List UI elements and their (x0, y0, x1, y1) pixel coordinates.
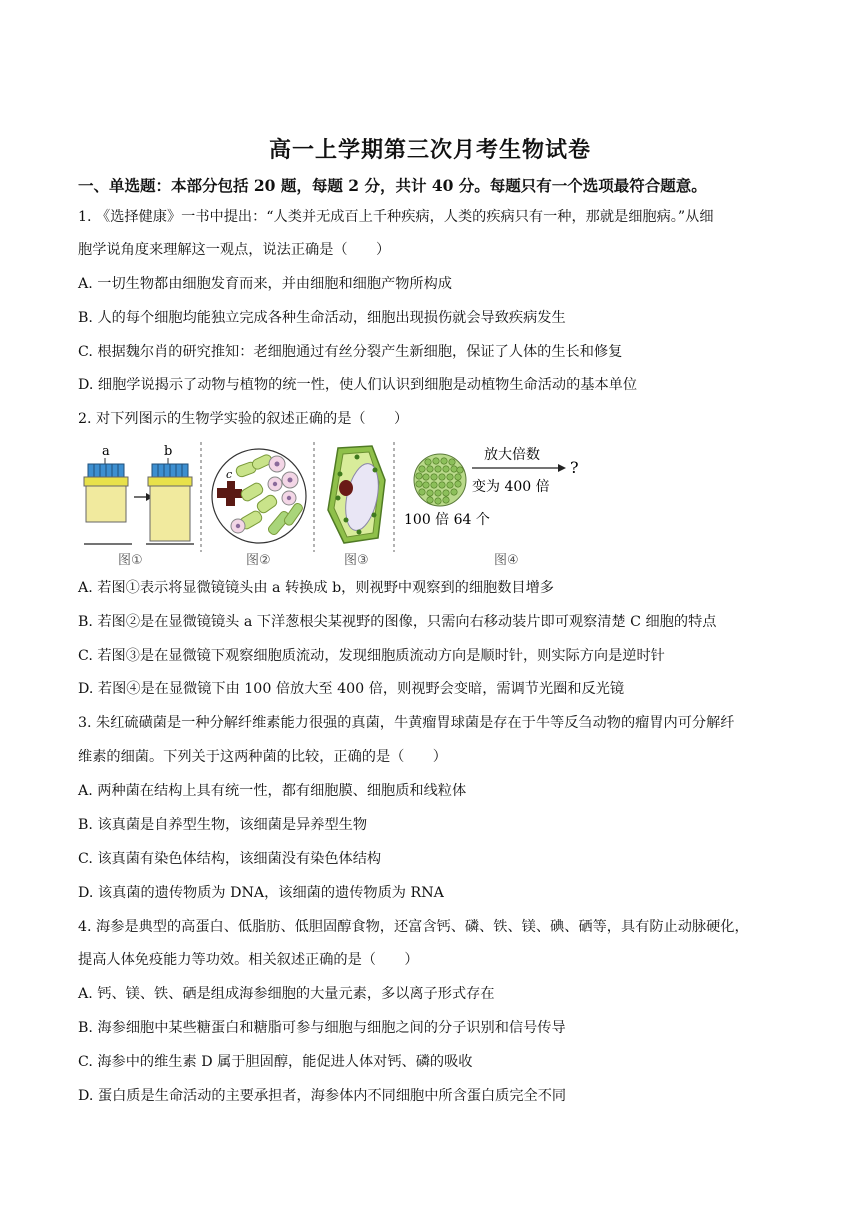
cell-c-label: c (226, 468, 233, 481)
q1-option-b: B. 人的每个细胞均能独立完成各种生命活动，细胞出现损伤就会导致疾病发生 (78, 310, 566, 326)
q1-option-a: A. 一切生物都由细胞发育而来，并由细胞和细胞产物所构成 (78, 276, 452, 292)
caption-3: 图③ (344, 553, 369, 568)
q4-option-c: C. 海参中的维生素 D 属于胆固醇，能促进人体对钙、磷的吸收 (78, 1054, 473, 1070)
q2-option-b: B. 若图②是在显微镜镜头 a 下洋葱根尖某视野的图像，只需向右移动装片即可观察清楚 C 细胞的特点 (78, 614, 717, 630)
q3-option-d: D. 该真菌的遗传物质为 DNA，该细菌的遗传物质为 RNA (78, 885, 444, 901)
q1-stem-line-1: 1. 《选择健康》一书中提出：“人类并无成百上千种疾病，人类的疾病只有一种，那就是细胞病。”从细 (78, 209, 714, 225)
q4-option-a: A. 钙、镁、铁、硒是组成海参细胞的大量元素，多以离子形式存在 (78, 986, 495, 1002)
q1-stem-line-2: 胞学说角度来理解这一观点，说法正确是（ ） (78, 242, 391, 258)
q3-option-b: B. 该真菌是自养型生物，该细菌是异养型生物 (78, 817, 368, 833)
q1-option-d: D. 细胞学说揭示了动物与植物的统一性，使人们认识到细胞是动植物生命活动的基本单位 (78, 377, 638, 393)
microscope-figure (76, 440, 596, 570)
figure-2-root-tip (212, 449, 306, 568)
q4-option-d: D. 蛋白质是生命活动的主要承担者，海参体内不同细胞中所含蛋白质完全不同 (78, 1088, 567, 1104)
fig4-count-label: 100 倍 64 个 (404, 512, 490, 528)
section-heading: 一、单选题：本部分包括 20 题，每题 2 分，共计 40 分。每题只有一个选项最符合题意。 (78, 176, 707, 195)
figure-4-magnification (404, 446, 579, 568)
q3-option-c: C. 该真菌有染色体结构，该细菌没有染色体结构 (78, 851, 382, 867)
q4-stem-line-2: 提高人体免疫能力等功效。相关叙述正确的是（ ） (78, 952, 419, 968)
caption-2: 图② (246, 553, 271, 568)
figure-3-plant-cell (328, 446, 385, 568)
figure-1-lenses (84, 444, 194, 568)
q3-stem-line-2: 维素的细菌。下列关于这两种菌的比较，正确的是（ ） (78, 749, 447, 765)
q2-option-a: A. 若图①表示将显微镜镜头由 a 转换成 b，则视野中观察到的细胞数目增多 (78, 580, 554, 596)
caption-4: 图④ (494, 553, 519, 568)
page-title: 高一上学期第三次月考生物试卷 (268, 137, 591, 163)
q2-stem-line-1: 2. 对下列图示的生物学实验的叙述正确的是（ ） (78, 411, 409, 427)
fig4-arrow-top-label: 放大倍数 (484, 447, 540, 463)
q2-option-d: D. 若图④是在显微镜下由 100 倍放大至 400 倍，则视野会变暗，需调节光圈和反光镜 (78, 681, 625, 697)
q4-option-b: B. 海参细胞中某些糖蛋白和糖脂可参与细胞与细胞之间的分子识别和信号传导 (78, 1020, 566, 1036)
q3-option-a: A. 两种菌在结构上具有统一性，都有细胞膜、细胞质和线粒体 (78, 783, 467, 799)
q1-option-c: C. 根据魏尔肖的研究推知：老细胞通过有丝分裂产生新细胞，保证了人体的生长和修复 (78, 344, 623, 360)
fig4-arrow-bottom-label: 变为 400 倍 (472, 479, 550, 495)
lens-a-label: a (102, 444, 110, 459)
q3-stem-line-1: 3. 朱红硫磺菌是一种分解纤维素能力很强的真菌，牛黄瘤胃球菌是存在于牛等反刍动物的瘤胃内可分解纤 (78, 715, 735, 731)
caption-1: 图① (118, 553, 143, 568)
q2-option-c: C. 若图③是在显微镜下观察细胞质流动，发现细胞质流动方向是顺时针，则实际方向是逆时针 (78, 648, 665, 664)
fig4-question-mark: ? (570, 458, 579, 477)
q4-stem-line-1: 4. 海参是典型的高蛋白、低脂肪、低胆固醇食物，还富含钙、磷、铁、镁、碘、硒等，具有防止动脉硬化， (78, 919, 749, 935)
lens-b-label: b (164, 444, 173, 459)
